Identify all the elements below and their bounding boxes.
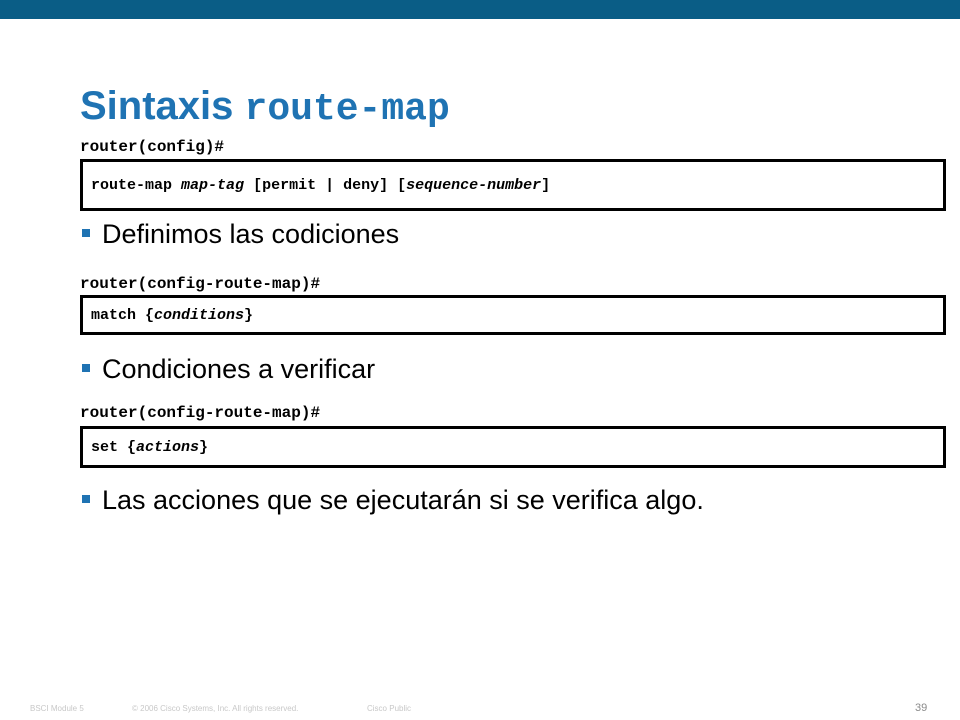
- footer-copyright: © 2006 Cisco Systems, Inc. All rights reserved.: [132, 704, 299, 713]
- command-arg-actions: actions: [136, 438, 200, 456]
- page-number: 39: [915, 702, 928, 714]
- command-arg-conditions: conditions: [154, 306, 245, 324]
- bullet-marker-icon: [82, 495, 90, 503]
- footer-classification: Cisco Public: [367, 704, 412, 713]
- command-close: }: [244, 306, 254, 324]
- bullet-item: [82, 484, 704, 516]
- bullet-text: Las acciones que se ejecutarán si se verifica algo.: [102, 485, 704, 515]
- command-keyword: set {: [91, 438, 137, 456]
- bullet-marker-icon: [82, 229, 90, 237]
- command-keyword: match {: [91, 306, 155, 324]
- prompt-config-route-map: router(config-route-map)#: [80, 404, 321, 422]
- command-arg-sequence-number: sequence-number: [406, 176, 542, 194]
- command-box-set: [80, 426, 946, 468]
- bullet-item: [82, 218, 399, 250]
- command-options: [permit | deny] [: [253, 176, 407, 194]
- top-bar: [0, 0, 960, 19]
- command-keyword: route-map: [91, 176, 173, 194]
- prompt-config: router(config)#: [80, 138, 225, 156]
- prompt-config-route-map: router(config-route-map)#: [80, 275, 321, 293]
- command-close: ]: [541, 176, 551, 194]
- bullet-item: [82, 353, 375, 385]
- title-word: Sintaxis: [80, 84, 234, 128]
- slide-title: [80, 80, 450, 136]
- command-arg-map-tag: map-tag: [181, 176, 245, 194]
- bullet-text: Condiciones a verificar: [102, 354, 376, 384]
- footer-module: BSCI Module 5: [30, 704, 84, 713]
- command-box-route-map: [80, 159, 946, 211]
- bullet-marker-icon: [82, 364, 90, 372]
- command-close: }: [199, 438, 209, 456]
- bullet-text: Definimos las codiciones: [102, 219, 400, 249]
- title-code: route-map: [244, 88, 450, 131]
- command-box-match: [80, 295, 946, 335]
